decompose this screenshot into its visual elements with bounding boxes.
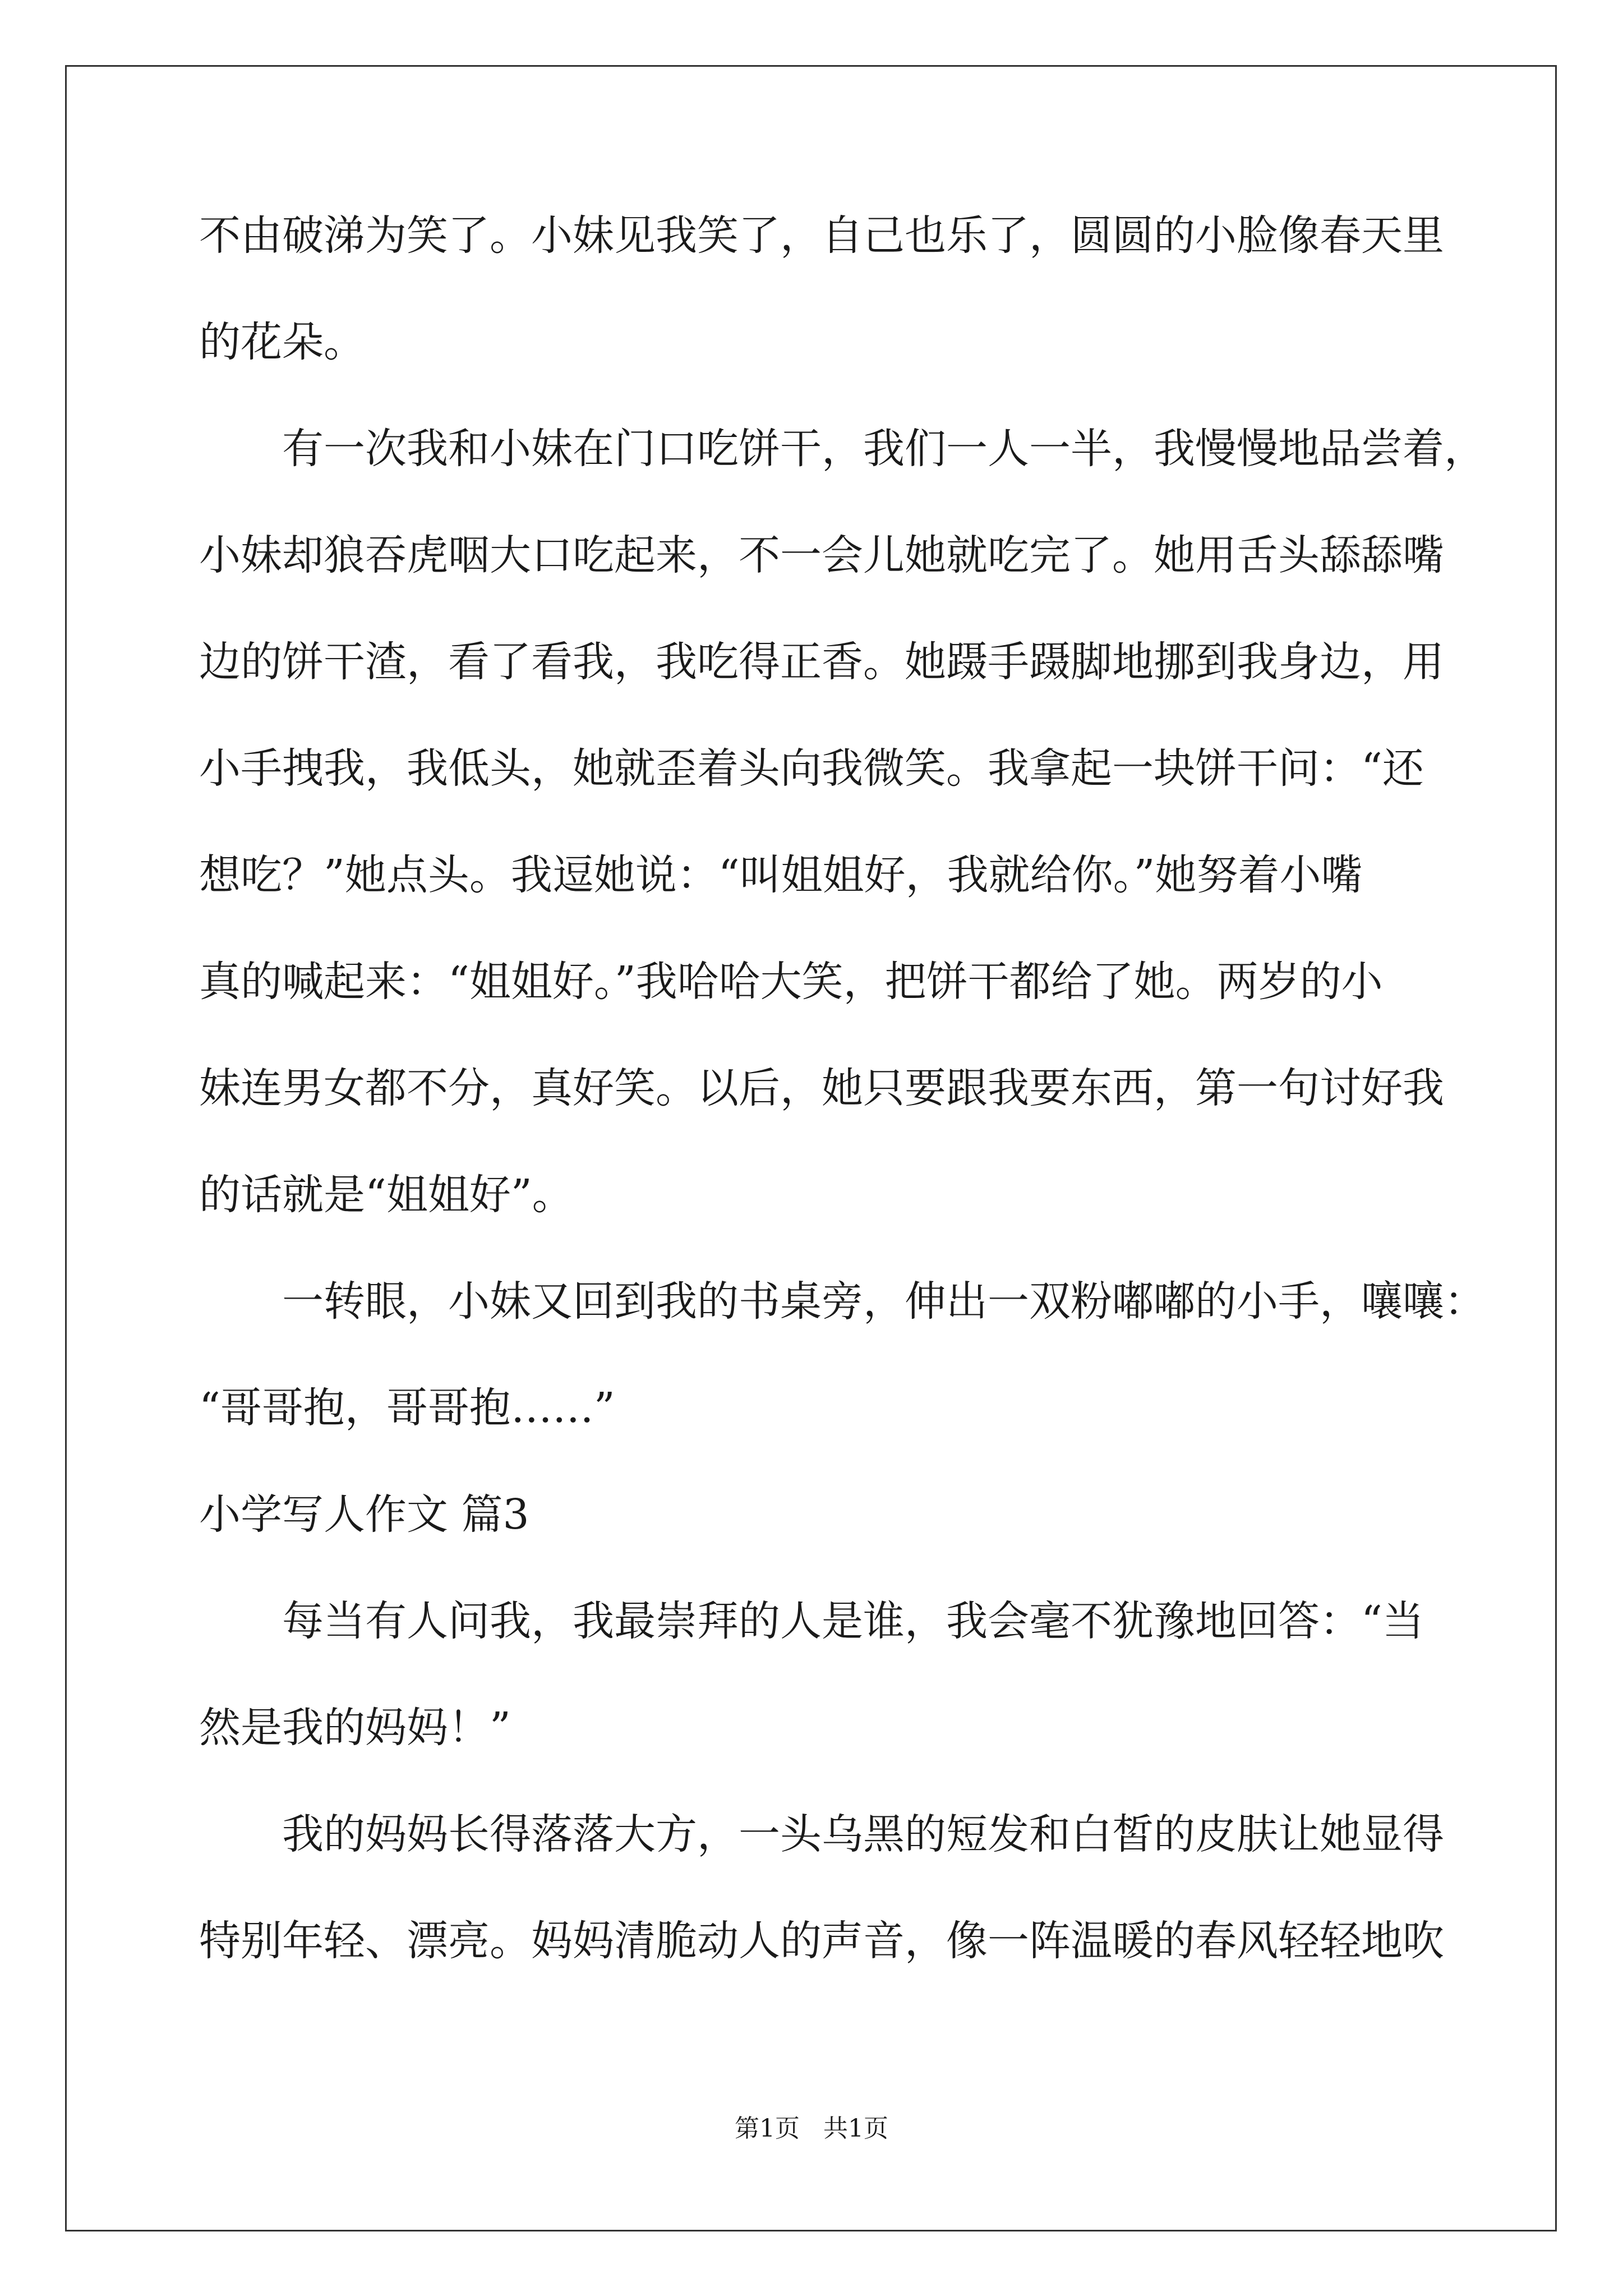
- paragraph-start-line: 一转眼，小妹又回到我的书桌旁，伸出一双粉嘟嘟的小手，嚷嚷：: [282, 1277, 1486, 1326]
- text-line: 然是我的妈妈！”: [199, 1704, 511, 1752]
- paragraph-start-line: 有一次我和小妹在门口吃饼干，我们一人一半，我慢慢地品尝着，: [282, 425, 1486, 473]
- text-line: 的话就是“姐姐好”。: [199, 1171, 574, 1219]
- page-border: [65, 65, 1557, 2231]
- text-line: 边的饼干渣，看了看我，我吃得正香。她蹑手蹑脚地挪到我身边，用: [199, 638, 1444, 686]
- section-heading: 小学写人作文 篇3: [199, 1490, 529, 1539]
- text-line: 妹连男女都不分，真好笑。以后，她只要跟我要东西，第一句讨好我: [199, 1064, 1444, 1112]
- paragraph-start-line: 我的妈妈长得落落大方，一头乌黑的短发和白皙的皮肤让她显得: [282, 1810, 1444, 1858]
- paragraph-start-line: 每当有人问我，我最崇拜的人是谁，我会毫不犹豫地回答：“当: [282, 1597, 1424, 1645]
- text-line: 特别年轻、漂亮。妈妈清脆动人的声音，像一阵温暖的春风轻轻地吹: [199, 1917, 1444, 1965]
- text-line: “哥哥抱，哥哥抱……”: [199, 1384, 615, 1432]
- text-line: 真的喊起来：“姐姐好。”我哈哈大笑，把饼干都给了她。两岁的小: [199, 958, 1383, 1006]
- text-line: 的花朵。: [199, 318, 365, 366]
- text-line: 想吃？”她点头。我逗她说：“叫姐姐好，我就给你。”她努着小嘴: [199, 851, 1363, 899]
- page-number: 第1页 共1页: [735, 2114, 888, 2143]
- text-line: 小手拽我，我低头，她就歪着头向我微笑。我拿起一块饼干问：“还: [199, 744, 1424, 793]
- text-line: 小妹却狼吞虎咽大口吃起来，不一会儿她就吃完了。她用舌头舔舔嘴: [199, 531, 1444, 579]
- text-line: 不由破涕为笑了。小妹见我笑了，自己也乐了，圆圆的小脸像春天里: [199, 211, 1444, 260]
